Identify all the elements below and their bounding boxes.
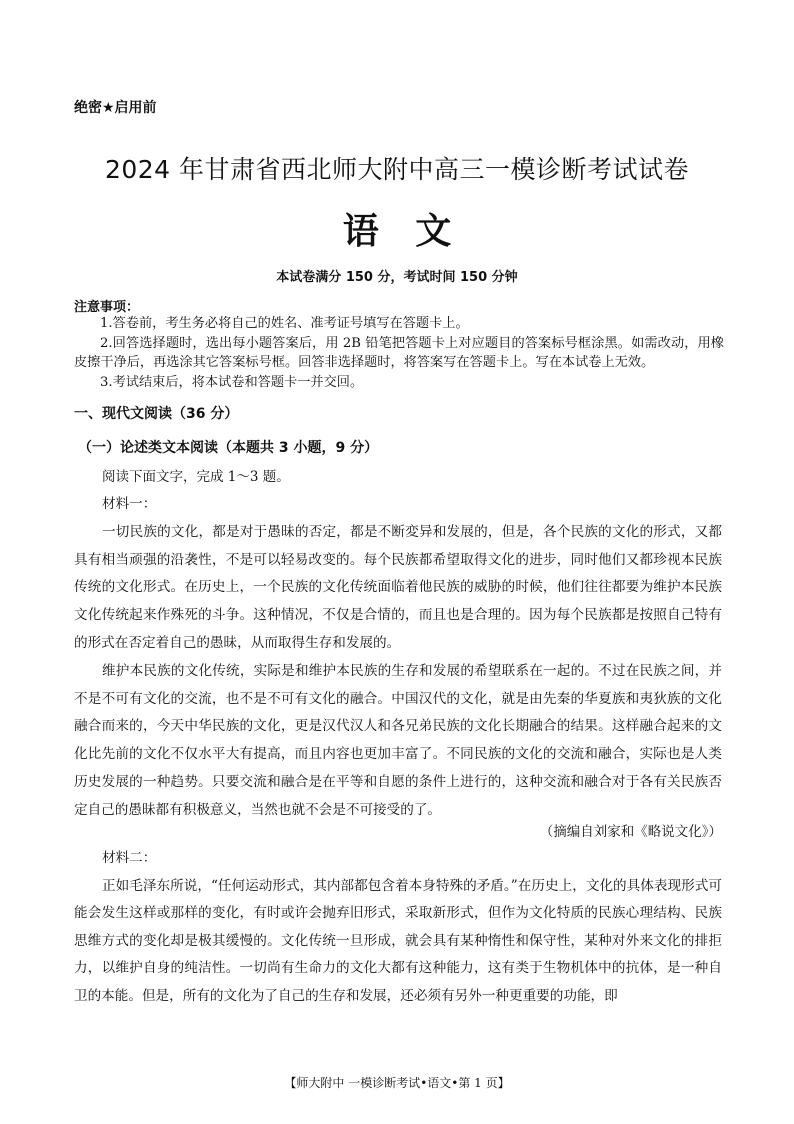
notice-item: 1.答卷前，考生务必将自己的姓名、准考证号填写在答题卡上。 bbox=[100, 316, 469, 331]
material1-body bbox=[74, 491, 722, 825]
material2-paragraph: 正如毛泽东所说，“任何运动形式，其内部都包含着本身特殊的矛盾。”在历史上，文化的具体表现形式可能会发生这样或那样的变化，有时或许会抛弃旧形式，采取新形式，但作为文化特质的民族心理结构、民族思维方式的变化却是极其缓慢的。文化传统一旦形成，就会具有某种惰性和保守性，某种对外来文化的排拒力，以维护自身的纯洁性。一切尚有生命力的文化大都有这种能力，这有类于生物机体中的抗体，是一种自卫的本能。但是，所有的文化为了自己的生存和发展，还必须有另外一种更重要的功能，即 bbox=[74, 877, 722, 1004]
page-footer: 【师大附中 一模诊断考试•语文•第 1 页】 bbox=[284, 1076, 510, 1090]
confidential-label: 绝密★启用前 bbox=[74, 100, 157, 116]
section-heading: 一、现代文阅读（36 分） bbox=[74, 406, 239, 422]
material1-source: （摘编自刘家和《略说文化》） bbox=[539, 824, 722, 840]
notice-list bbox=[74, 314, 724, 392]
subsection-heading: （一）论述类文本阅读（本题共 3 小题，9 分） bbox=[78, 440, 379, 456]
notice-item: 3.考试结束后，将本试卷和答题卡一并交回。 bbox=[100, 374, 364, 390]
exam-title: 2024 年甘肃省西北师大附中高三一模诊断考试试卷 bbox=[104, 155, 690, 184]
material1-paragraph: 一切民族的文化，都是对于愚昧的否定，都是不断変异和发展的，但是，各个民族的文化的形式，又都具有相当顽强的沿袭性，不是可以轻易改变的。每个民族都希望取得文化的进步，同时他们又都珍视本民族传统的文化形式。在历史上，一个民族的文化传统面临着他民族的威胁的时候，他们往往都要为维护本民族文化传统起来作殊死的斗争。这种情况，不仅是合情的，而且也是合理的。因为每个民族都是按照自己特有的形式在否定着自己的愚昧，从而取得生存和发展的。 bbox=[74, 523, 722, 651]
subject-title: 语 文 bbox=[342, 211, 452, 252]
notice-heading: 注意事项： bbox=[74, 300, 140, 315]
material1-paragraph: 维护本民族的文化传统，实际是和维护本民族的生存和发展的希望联系在一起的。不过在民族之间，并不是不可有文化的交流，也不是不可有文化的融合。中国汉代的文化，就是由先秦的华夏族和夷狄族的文化融合而来的，今天中华民族的文化，更是汉代汉人和各兄弟民族的文化长期融合的结果。这样融合起来的文化比先前的文化不仅水平大有提高，而且内容也更加丰富了。不同民族的文化的交流和融合，实际也是人类历史发展的一种趋势。只要交流和融合是在平等和自愿的条件上进行的，这种交流和融合对于各有关民族否定自己的愚昧都有积极意义，当然也就不会是不可接受的了。 bbox=[74, 662, 722, 818]
instruction-text: 阅读下面文字，完成 1～3 题。 bbox=[102, 469, 290, 485]
material2-label: 材料二： bbox=[102, 850, 157, 866]
material2-body bbox=[74, 845, 722, 1011]
material1-label: 材料一： bbox=[102, 496, 157, 512]
exam-info: 本试卷满分 150 分，考试时间 150 分钟 bbox=[276, 270, 518, 285]
notice-item: 2.回答选择题时，选出每小题答案后，用 2B 铅笔把答题卡上对应题目的答案标号框涂黑。如需改动，用橡皮擦干净后，再选涂其它答案标号框。回答非选择题时，将答案写在答题卡上。写在本试卷上无效。 bbox=[74, 335, 724, 370]
